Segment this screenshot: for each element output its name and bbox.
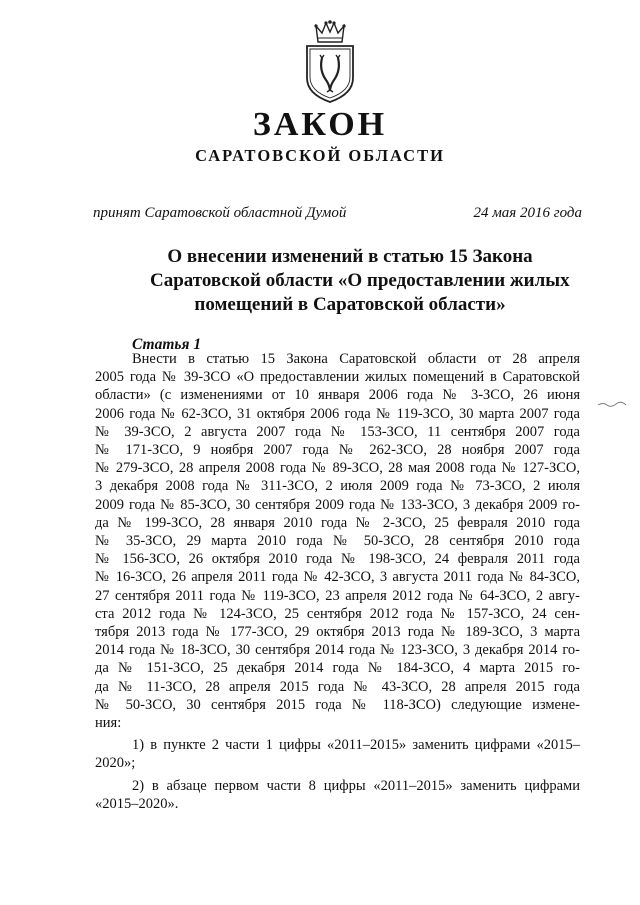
region-title: САРАТОВСКОЙ ОБЛАСТИ (195, 146, 445, 165)
article-intro-line: 2014 года № 18-ЗСО, 30 сентября 2014 года № 123-ЗСО, 3 декабря 2014 го- (95, 642, 580, 659)
article-intro-line: 2009 года № 85-ЗСО, 30 сентября 2009 года № 133-ЗСО, 3 декабря 2009 го- (95, 496, 580, 513)
article-body (95, 350, 580, 813)
article-intro-line: № 156-ЗСО, 26 октября 2010 года № 198-ЗСО, 24 февраля 2011 года (95, 551, 580, 568)
article-intro-line: № 171-ЗСО, 9 ноября 2007 года № 262-ЗСО, 28 ноября 2007 года (95, 442, 580, 459)
article-intro-line: ста 2012 года № 124-ЗСО, 25 сентября 2012 года № 157-ЗСО, 24 сен- (95, 605, 580, 622)
document-title-line: помещений в Саратовской области» (194, 294, 506, 315)
law-title: ЗАКОН (252, 106, 388, 143)
amendment-item-2-line: 2) в абзаце первом части 8 цифры «2011–2015» заменить цифрами (132, 777, 580, 794)
saratov-oblast-coat-of-arms-icon (300, 20, 360, 104)
article-intro-line: № 16-ЗСО, 26 апреля 2011 года № 42-ЗСО, 3 августа 2011 года № 84-ЗСО, (95, 569, 580, 586)
article-intro-line: № 50-ЗСО, 30 сентября 2015 года № 118-ЗСО) следующие измене- (95, 696, 580, 713)
amendment-item-2-line: «2015–2020». (95, 795, 179, 812)
article-intro-line: № 39-ЗСО, 2 августа 2007 года № 153-ЗСО, 11 сентября 2007 года (95, 423, 580, 440)
article-intro-line: 27 сентября 2011 года № 119-ЗСО, 23 апреля 2012 года № 64-ЗСО, 2 авгу- (95, 587, 580, 604)
article-intro-line: 3 декабря 2008 года № 311-ЗСО, 2 июля 2009 года № 73-ЗСО, 2 июля (95, 478, 580, 495)
article-intro-line: № 279-ЗСО, 28 апреля 2008 года № 89-ЗСО, 28 мая 2008 года № 127-ЗСО, (95, 460, 580, 477)
article-intro-line: 2006 года № 62-ЗСО, 31 октября 2006 года № 119-ЗСО, 30 марта 2007 года (95, 405, 580, 422)
amendment-item-1-line: 2020»; (95, 755, 136, 772)
margin-scribble-mark (597, 400, 627, 408)
article-intro-line: да № 199-ЗСО, 28 января 2010 года № 2-ЗСО, 25 февраля 2010 года (95, 514, 580, 531)
article-intro-line: да № 151-ЗСО, 25 декабря 2014 года № 184-ЗСО, 4 марта 2015 го- (95, 660, 580, 677)
document-title-line: О внесении изменений в статью 15 Закона (167, 246, 533, 267)
article-intro-line: области» (с изменениями от 10 января 2006 года № 3-ЗСО, 26 июня (95, 387, 580, 404)
article-intro-line: да № 11-ЗСО, 28 апреля 2015 года № 43-ЗСО, 28 апреля 2015 года (95, 678, 580, 695)
article-intro-line: Внести в статью 15 Закона Саратовской области от 28 апреля (132, 351, 580, 367)
article-heading: Статья 1 (132, 336, 202, 353)
adoption-date: 24 мая 2016 года (473, 205, 582, 221)
article-intro-line: № 35-ЗСО, 29 марта 2010 года № 50-ЗСО, 28 сентября 2010 года (95, 533, 580, 550)
amendment-item-1-line: 1) в пункте 2 части 1 цифры «2011–2015» заменить цифрами «2015– (132, 737, 580, 754)
document-title (150, 245, 570, 317)
adoption-label: принят Саратовской областной Думой (93, 205, 347, 221)
article-intro-line: тября 2013 года № 177-ЗСО, 29 октября 2013 года № 189-ЗСО, 3 марта (95, 624, 580, 641)
article-intro-line: ния: (95, 715, 122, 732)
document-title-line: Саратовской области «О предоставлении жилых (150, 270, 570, 291)
article-intro-line: 2005 года № 39-ЗСО «О предоставлении жилых помещений в Саратовской (95, 369, 580, 386)
